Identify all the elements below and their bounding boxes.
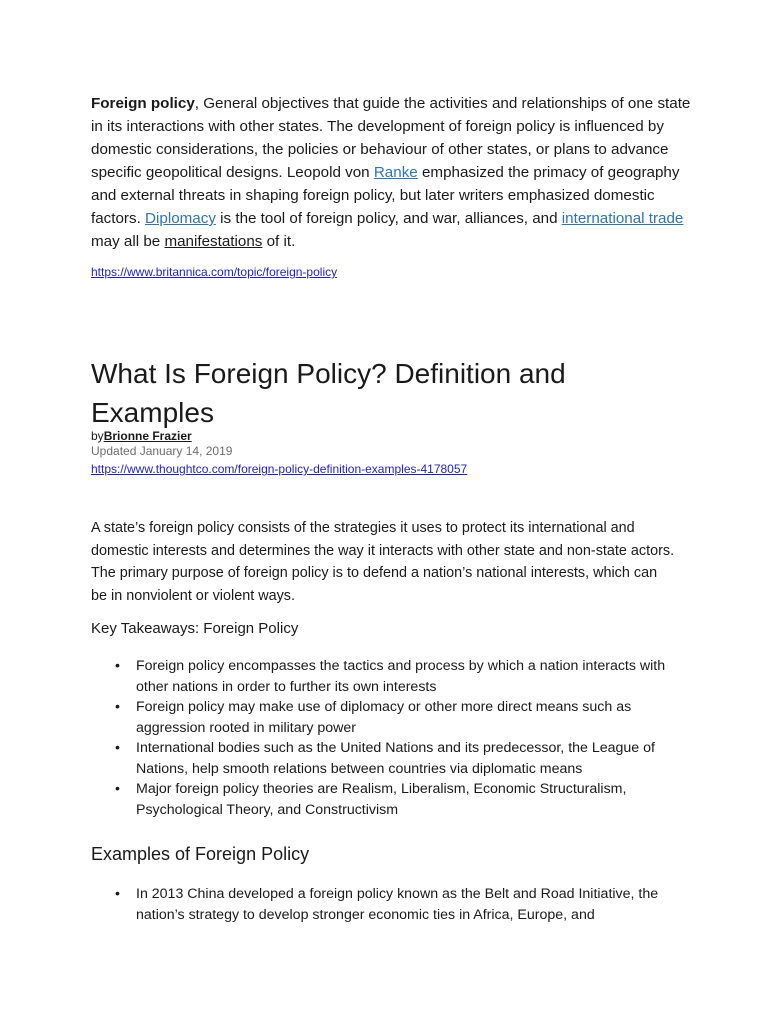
intro-text-2: emphasized the primacy of geography and external threats in shaping foreign policy, but later writers emphasized domestic factors.: [91, 164, 680, 227]
article-title: What Is Foreign Policy? Definition and Examples: [91, 358, 566, 428]
list-item: • Major foreign policy theories are Realism, Liberalism, Economic Structuralism, Psychological Theory, and Constructivism: [91, 779, 671, 820]
article-paragraph: A state’s foreign policy consists of the strategies it uses to protect its international and domestic interests and determines the way it interacts with other state and non-state actors. The primary purpose of foreign policy is to defend a nation’s national interests, which can be in nonviolent or violent ways.: [91, 520, 675, 604]
updated-date: Updated January 14, 2019: [91, 444, 233, 458]
list-item: • In 2013 China developed a foreign policy known as the Belt and Road Initiative, the nation’s strategy to develop stronger economic ties in Africa, Europe, and: [91, 884, 671, 925]
author-link[interactable]: Brionne Frazier: [103, 429, 192, 443]
key-takeaways-heading: Key Takeaways: Foreign Policy: [91, 620, 299, 637]
byline: [91, 429, 192, 444]
intro-text-5: of it.: [262, 233, 296, 250]
list-item: • Foreign policy may make use of diplomacy or other more direct means such as aggression rooted in military power: [91, 697, 671, 738]
intro-text-1: , General objectives that guide the activities and relationships of one state in its interactions with other states. The development of foreign policy is influenced by domestic considerations, the policies or behaviour of other states, or plans to advance specific geopolitical designs. Leopold von: [91, 95, 691, 181]
document-page: [91, 92, 691, 923]
list-item: • Foreign policy encompasses the tactics and process by which a nation interacts with other nations in order to further its own interests: [91, 656, 671, 697]
intro-text-4: may all be: [91, 233, 165, 250]
intro-paragraph: [91, 92, 691, 253]
thoughtco-url-link[interactable]: https://www.thoughtco.com/foreign-policy-definition-examples-4178057: [91, 462, 468, 476]
intro-text-3: is the tool of foreign policy, and war, alliances, and: [215, 210, 562, 227]
intro-term: Foreign policy: [91, 95, 195, 112]
byline-prefix: by: [91, 429, 104, 443]
list-item: • International bodies such as the United Nations and its predecessor, the League of Nations, help smooth relations between countries via diplomatic means: [91, 738, 671, 779]
examples-list: [91, 884, 671, 925]
manifestations-link[interactable]: manifestations: [164, 233, 263, 250]
britannica-url-link[interactable]: https://www.britannica.com/topic/foreign-policy: [91, 265, 338, 279]
examples-heading: Examples of Foreign Policy: [91, 844, 310, 864]
key-takeaways-list: [91, 656, 671, 820]
international-trade-link[interactable]: international trade: [561, 210, 684, 227]
ranke-link[interactable]: Ranke: [373, 164, 418, 181]
diplomacy-link[interactable]: Diplomacy: [145, 210, 216, 227]
